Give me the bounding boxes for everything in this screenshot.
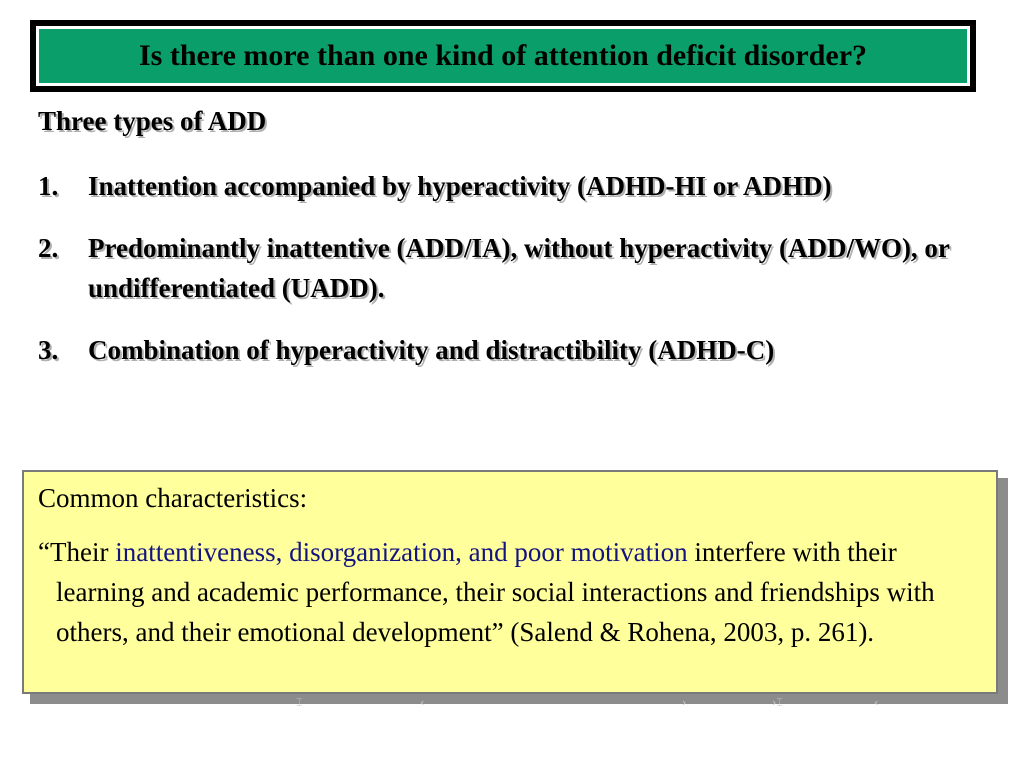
type-item-1	[38, 166, 968, 206]
title-banner	[30, 20, 976, 92]
characteristics-callout	[22, 470, 998, 694]
type-text: Inattention accompanied by hyperactivity (ADHD-HI or ADHD)	[88, 171, 832, 201]
stray-mark: ‹	[420, 696, 425, 709]
type-number: 2.	[38, 233, 59, 263]
callout-quote	[38, 532, 986, 652]
types-subheading: Three types of ADD	[38, 106, 267, 136]
types-list	[38, 166, 968, 392]
type-item-2	[38, 228, 968, 308]
type-number: 3.	[38, 335, 59, 365]
stray-mark: ⌶	[296, 696, 303, 709]
stray-mark: ›	[682, 696, 687, 709]
quote-rest: interfere with their learning and academic performance, their social interactions and friendships with others, and their emotional development” (Salend & Rohena, 2003, p. 261).	[56, 537, 935, 647]
type-text: Predominantly inattentive (ADD/IA), without hyperactivity (ADD/WO), or undifferentiated (UADD).	[88, 233, 950, 303]
stray-mark: ‹	[874, 696, 879, 709]
type-number: 1.	[38, 171, 59, 201]
quote-open: “Their	[38, 537, 116, 567]
callout-heading: Common characteristics:	[38, 483, 308, 513]
type-text: Combination of hyperactivity and distractibility (ADHD-C)	[88, 335, 775, 365]
type-item-3	[38, 330, 968, 370]
title-banner-inner	[36, 26, 970, 86]
stray-mark: ›⌶	[772, 696, 783, 709]
slide-title: Is there more than one kind of attention deficit disorder?	[138, 39, 868, 72]
quote-emphasis: inattentiveness, disorganization, and poor motivation	[115, 537, 688, 567]
